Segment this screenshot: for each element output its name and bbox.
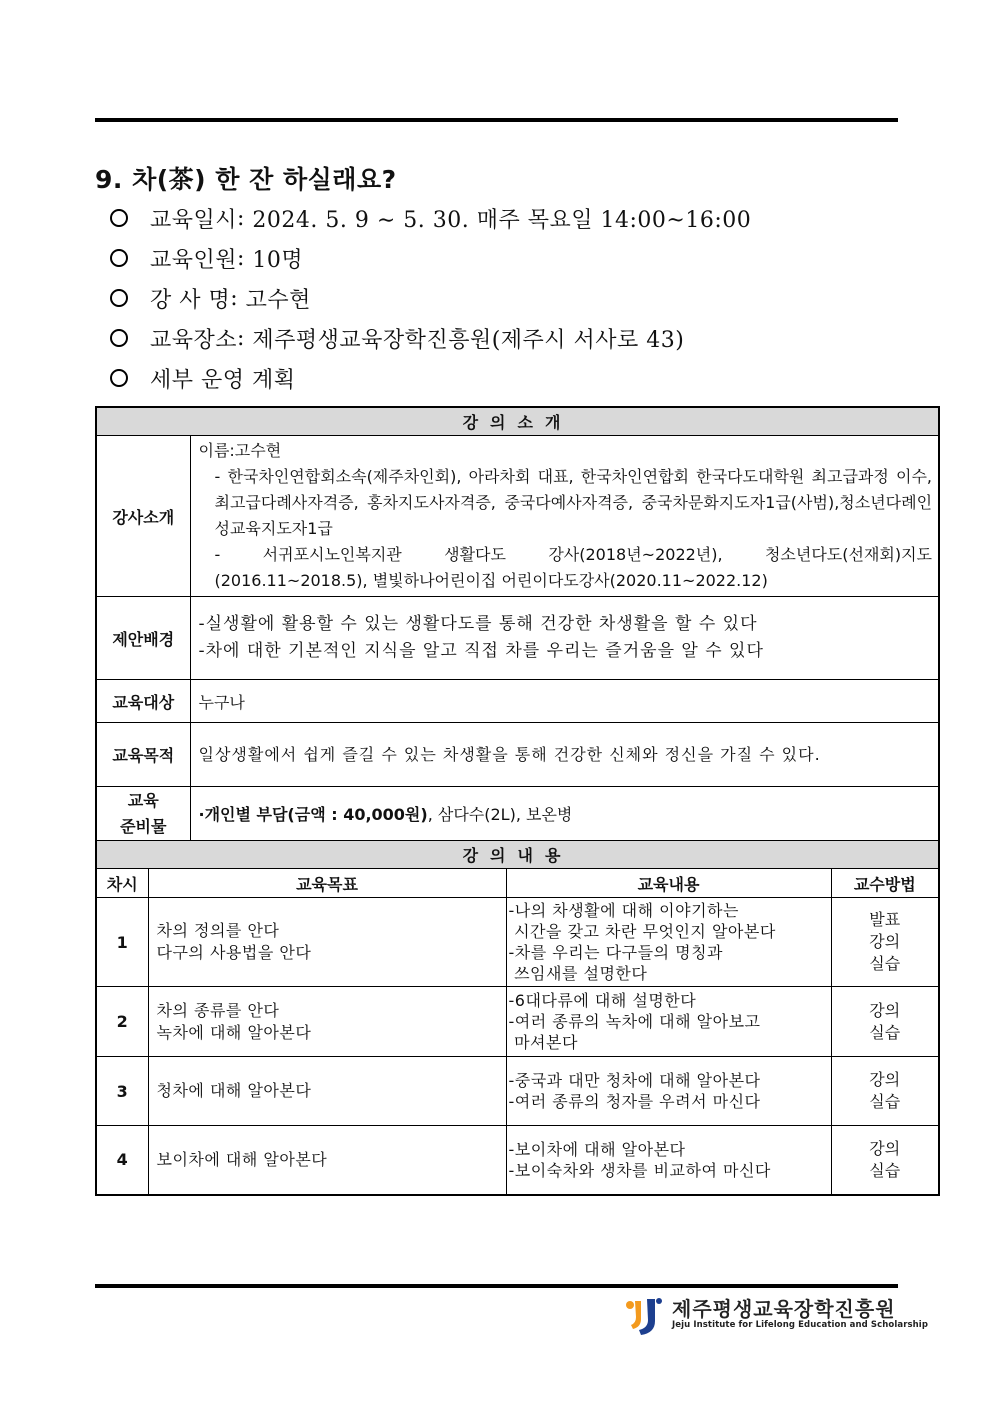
bullet-value: 2024. 5. 9 ∼ 5. 30. 매주 목요일 14:00~16:00	[252, 207, 752, 233]
course-table	[95, 406, 940, 1196]
session-content: -6대다류에 대해 설명한다 -여러 종류의 녹차에 대해 알아보고 마셔본다	[506, 987, 831, 1057]
proposal-line: -차에 대한 기본적인 지식을 알고 직접 차를 우리는 즐거움을 알 수 있다	[198, 641, 764, 661]
materials-items: , 삼다수(2L), 보온병	[427, 805, 573, 824]
session-content: -보이차에 대해 알아본다 -보이숙차와 생차를 비교하여 마신다	[506, 1126, 831, 1195]
target-value: 누구나	[190, 680, 939, 723]
lecture-header: 강의내용	[96, 841, 939, 869]
session-goal: 차의 종류를 안다 녹차에 대해 알아본다	[148, 987, 506, 1057]
circle-bullet-icon	[110, 209, 128, 227]
bullet-label: 교육일시	[150, 207, 238, 233]
bullet-value: 고수현	[245, 287, 311, 313]
proposal-line: -실생활에 활용할 수 있는 생활다도를 통해 건강한 차생활을 할 수 있다	[198, 614, 758, 634]
session-content: -나의 차생활에 대해 이야기하는 시간을 갖고 차란 무엇인지 알아본다 -차를 우리는 다구들의 명칭과 쓰임새를 설명한다	[506, 898, 831, 987]
bullet-label: 교육인원	[150, 247, 238, 273]
top-rule	[95, 118, 898, 122]
bullet-value: 제주평생교육장학진흥원(제주시 서사로 43)	[252, 327, 685, 353]
bullet-instructor: 강 사 명 : 고수현	[106, 278, 886, 318]
bullet-location: 교육장소 : 제주평생교육장학진흥원(제주시 서사로 43)	[106, 318, 886, 358]
session-number: 3	[96, 1057, 148, 1126]
instructor-label: 강사소개	[96, 436, 190, 597]
session-goal: 청차에 대해 알아본다	[148, 1057, 506, 1126]
session-number: 2	[96, 987, 148, 1057]
instructor-career-1: - 한국차인연합회소속(제주차인회), 아라차회 대표, 한국차인연합회 한국다도대학원 최고급과정 이수, 최고급다례사자격증, 홍차지도사자격증, 중국다예사자격증, 중국차문화지도자1급(사범),청소년다례인성교육지도자1급	[214, 467, 933, 538]
footer-logo	[625, 1293, 929, 1339]
session-method: 강의 실습	[831, 1126, 939, 1195]
bullet-label: 강 사 명	[150, 287, 231, 313]
session-number: 4	[96, 1126, 148, 1195]
materials-value	[190, 787, 939, 841]
circle-bullet-icon	[110, 329, 128, 347]
logo-name-en: Jeju Institute for Lifelong Education and Scholarship	[672, 1320, 929, 1330]
bullet-schedule: 교육일시 : 2024. 5. 9 ∼ 5. 30. 매주 목요일 14:00~16:00	[106, 198, 886, 238]
instructor-career-2: - 서귀포시노인복지관 생활다도 강사(2018년~2022년), 청소년다도(선재회)지도(2016.11~2018.5), 별빛하나어린이집 어린이다도강사(2020.11~2022.12)	[214, 545, 933, 590]
session-method: 강의 실습	[831, 987, 939, 1057]
session-goal: 차의 정의를 안다 다구의 사용법을 안다	[148, 898, 506, 987]
instructor-info	[190, 436, 939, 597]
table-row	[96, 898, 939, 987]
table-row	[96, 1126, 939, 1195]
bullet-plan	[106, 358, 886, 398]
proposal-label: 제안배경	[96, 597, 190, 680]
session-method: 발표 강의 실습	[831, 898, 939, 987]
logo-name-ko: 제주평생교육장학진흥원	[672, 1297, 896, 1321]
circle-bullet-icon	[110, 369, 128, 387]
bottom-rule	[95, 1284, 898, 1288]
jeju-institute-logo-icon	[625, 1295, 663, 1335]
info-bullets	[106, 198, 886, 398]
bullet-label: 세부 운영 계획	[150, 367, 296, 393]
bullet-capacity: 교육인원 : 10명	[106, 238, 886, 278]
session-goal: 보이차에 대해 알아본다	[148, 1126, 506, 1195]
bullet-label: 교육장소	[150, 327, 238, 353]
materials-cost: ·개인별 부담(금액 : 40,000원)	[198, 805, 428, 824]
proposal-text	[190, 597, 939, 680]
instructor-name: 이름:고수현	[198, 441, 282, 460]
circle-bullet-icon	[110, 249, 128, 267]
intro-header: 강의소개	[96, 407, 939, 436]
materials-label: 교육 준비물	[96, 787, 190, 841]
col-session: 차시	[96, 869, 148, 898]
session-number: 1	[96, 898, 148, 987]
table-row	[96, 1057, 939, 1126]
session-method: 강의 실습	[831, 1057, 939, 1126]
col-method: 교수방법	[831, 869, 939, 898]
col-content: 교육내용	[506, 869, 831, 898]
section-title: 9. 차(茶) 한 잔 하실래요?	[95, 165, 397, 194]
session-content: -중국과 대만 청차에 대해 알아본다 -여러 종류의 청자를 우려서 마신다	[506, 1057, 831, 1126]
col-goal: 교육목표	[148, 869, 506, 898]
table-row	[96, 987, 939, 1057]
bullet-value: 10명	[252, 247, 304, 273]
circle-bullet-icon	[110, 289, 128, 307]
purpose-value: 일상생활에서 쉽게 즐길 수 있는 차생활을 통해 건강한 신체와 정신을 가질 수 있다.	[190, 723, 939, 787]
purpose-label: 교육목적	[96, 723, 190, 787]
target-label: 교육대상	[96, 680, 190, 723]
